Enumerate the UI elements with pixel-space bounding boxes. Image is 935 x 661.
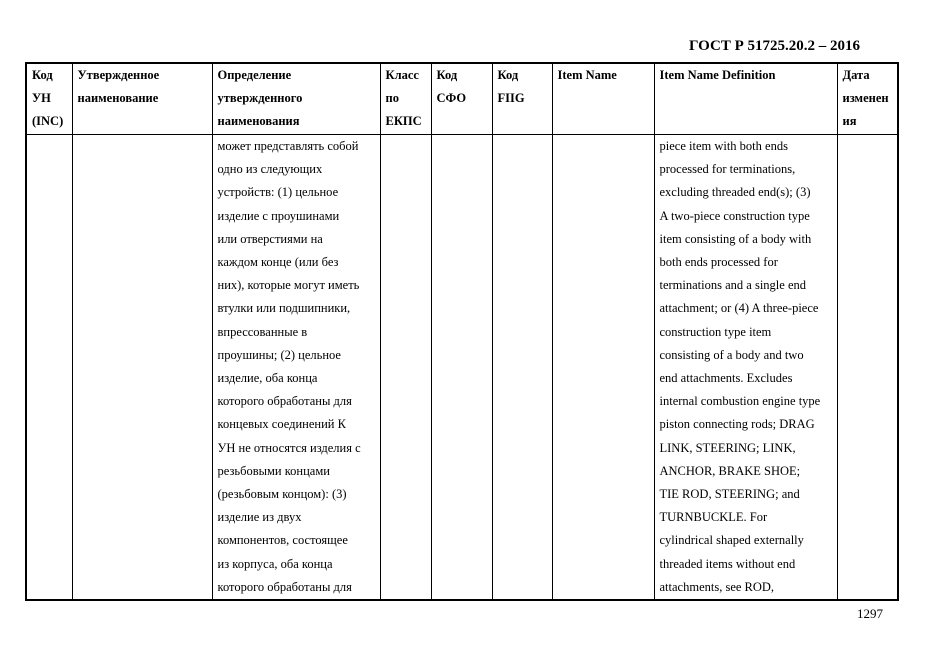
definition-line: резьбовыми концами: [217, 463, 330, 478]
table-row: [26, 135, 898, 601]
cell-fiig-code: [492, 135, 552, 601]
definition-line: piston connecting rods; DRAG: [659, 417, 815, 432]
definition-line: изделие, оба конца: [217, 371, 318, 386]
definition-line: TIE ROD, STEERING; and: [659, 487, 800, 502]
definition-line: both ends processed for: [659, 255, 778, 270]
definition-line: каждом конце (или без: [217, 255, 339, 270]
definition-line: excluding threaded end(s); (3): [659, 185, 811, 200]
definition-line: ANCHOR, BRAKE SHOE;: [659, 463, 801, 478]
definition-line: terminations and a single end: [659, 278, 806, 293]
definition-line: end attachments. Excludes: [659, 371, 793, 386]
definition-line: TURNBUCKLE. For: [659, 510, 768, 525]
definition-line: которого обработаны для: [217, 579, 352, 594]
cell-ekps-class: [380, 135, 431, 601]
definition-line: (резьбовым концом): (3): [217, 487, 347, 502]
definition-line: впрессованные в: [217, 324, 308, 339]
definition-line: втулки или подшипники,: [217, 301, 351, 316]
definition-line: может представлять собой: [217, 139, 359, 153]
header-inc-code: Код УН (INC): [26, 63, 72, 135]
definition-line: processed for terminations,: [659, 162, 796, 177]
cell-definition-ru: [212, 135, 380, 601]
definition-line: attachment; or (4) A three-piece: [659, 301, 819, 316]
header-ekps-class: Класс по ЕКПС: [380, 63, 431, 135]
definition-line: компонентов, состоящее: [217, 533, 348, 548]
header-definition-ru: Определение утвержденного наименования: [212, 63, 380, 135]
definition-line: piece item with both ends: [659, 139, 788, 153]
cell-inc-code: [26, 135, 72, 601]
definition-line: A two-piece construction type: [659, 208, 810, 223]
definition-line: одно из следующих: [217, 162, 323, 177]
page-number: 1297: [857, 606, 883, 621]
cell-item-name-definition: [654, 135, 837, 601]
cell-item-name: [552, 135, 654, 601]
definition-line: construction type item: [659, 324, 772, 339]
definition-line: УН не относятся изделия с: [217, 440, 361, 455]
header-approved-name: Утвержденное наименование: [72, 63, 212, 135]
definition-line: threaded items without end: [659, 556, 796, 571]
definition-line: проушины; (2) цельное: [217, 347, 341, 362]
definition-line: концевых соединений К: [217, 417, 346, 432]
definition-line: attachments, see ROD,: [659, 579, 775, 594]
definition-line: cylindrical shaped externally: [659, 533, 804, 548]
header-item-name-definition: Item Name Definition: [654, 63, 837, 135]
cell-sfo-code: [431, 135, 492, 601]
header-sfo-code: Код СФО: [431, 63, 492, 135]
definition-line: которого обработаны для: [217, 394, 352, 409]
header-row: [26, 63, 898, 135]
cell-change-date: [837, 135, 898, 601]
definition-line: consisting of a body and two: [659, 347, 804, 362]
definition-line: изделие с проушинами: [217, 208, 340, 223]
definition-line: или отверстиями на: [217, 231, 323, 246]
item-name-table: [25, 62, 899, 601]
definition-line: устройств: (1) цельное: [217, 185, 339, 200]
definition-line: internal combustion engine type: [659, 394, 821, 409]
cell-approved-name: [72, 135, 212, 601]
definition-line: item consisting of a body with: [659, 231, 812, 246]
definition-line: изделие из двух: [217, 510, 302, 525]
header-fiig-code: Код FIIG: [492, 63, 552, 135]
definition-line: из корпуса, оба конца: [217, 556, 333, 571]
header-item-name: Item Name: [552, 63, 654, 135]
definition-line: LINK, STEERING; LINK,: [659, 440, 796, 455]
definition-line: них), которые могут иметь: [217, 278, 360, 293]
document-standard-header: ГОСТ Р 51725.20.2 – 2016: [689, 38, 861, 54]
header-change-date: Дата изменен ия: [837, 63, 898, 135]
